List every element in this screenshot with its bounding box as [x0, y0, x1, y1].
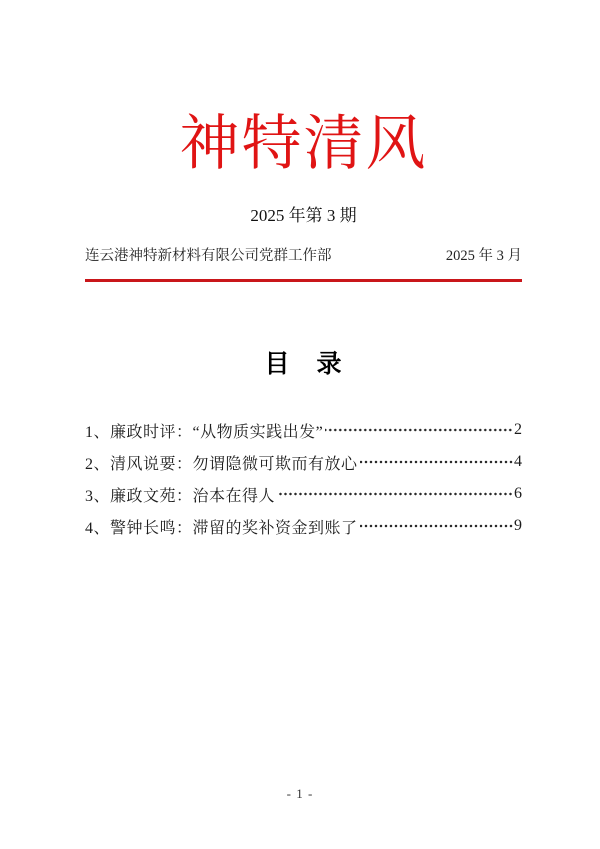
toc-item-label: 2、清风说要：勿谓隐微可欺而有放心 [85, 455, 358, 473]
dot-leader [360, 454, 513, 470]
toc-heading: 目 录 [264, 351, 343, 378]
publisher-name: 连云港神特新材料有限公司党群工作部 [85, 248, 332, 264]
toc-item-3 [85, 478, 522, 510]
dot-leader [325, 422, 513, 438]
publisher-row [85, 247, 522, 282]
toc-item-label: 4、警钟长鸣：滞留的奖补资金到账了 [85, 519, 358, 537]
toc-item-1 [85, 414, 522, 446]
footer-page-number: - 1 - [286, 786, 314, 801]
dot-leader [360, 518, 513, 534]
issue-date: 2025 年 3 月 [445, 248, 522, 264]
toc-item-4 [85, 510, 522, 542]
toc-list [85, 414, 522, 542]
issue-number-line: 2025 年第 3 期 [250, 206, 357, 225]
toc-item-page-number: 6 [514, 485, 522, 502]
newsletter-title: 神特清风 [179, 111, 428, 177]
toc-item-page-number: 4 [514, 453, 522, 470]
toc-item-page-number: 2 [514, 421, 522, 438]
toc-item-page-number: 9 [514, 517, 522, 534]
toc-item-label: 1、廉政时评：“从物质实践出发” [85, 423, 324, 441]
toc-item-label: 3、廉政文苑：治本在得人 [85, 487, 276, 505]
dot-leader [277, 486, 513, 502]
toc-item-2 [85, 446, 522, 478]
